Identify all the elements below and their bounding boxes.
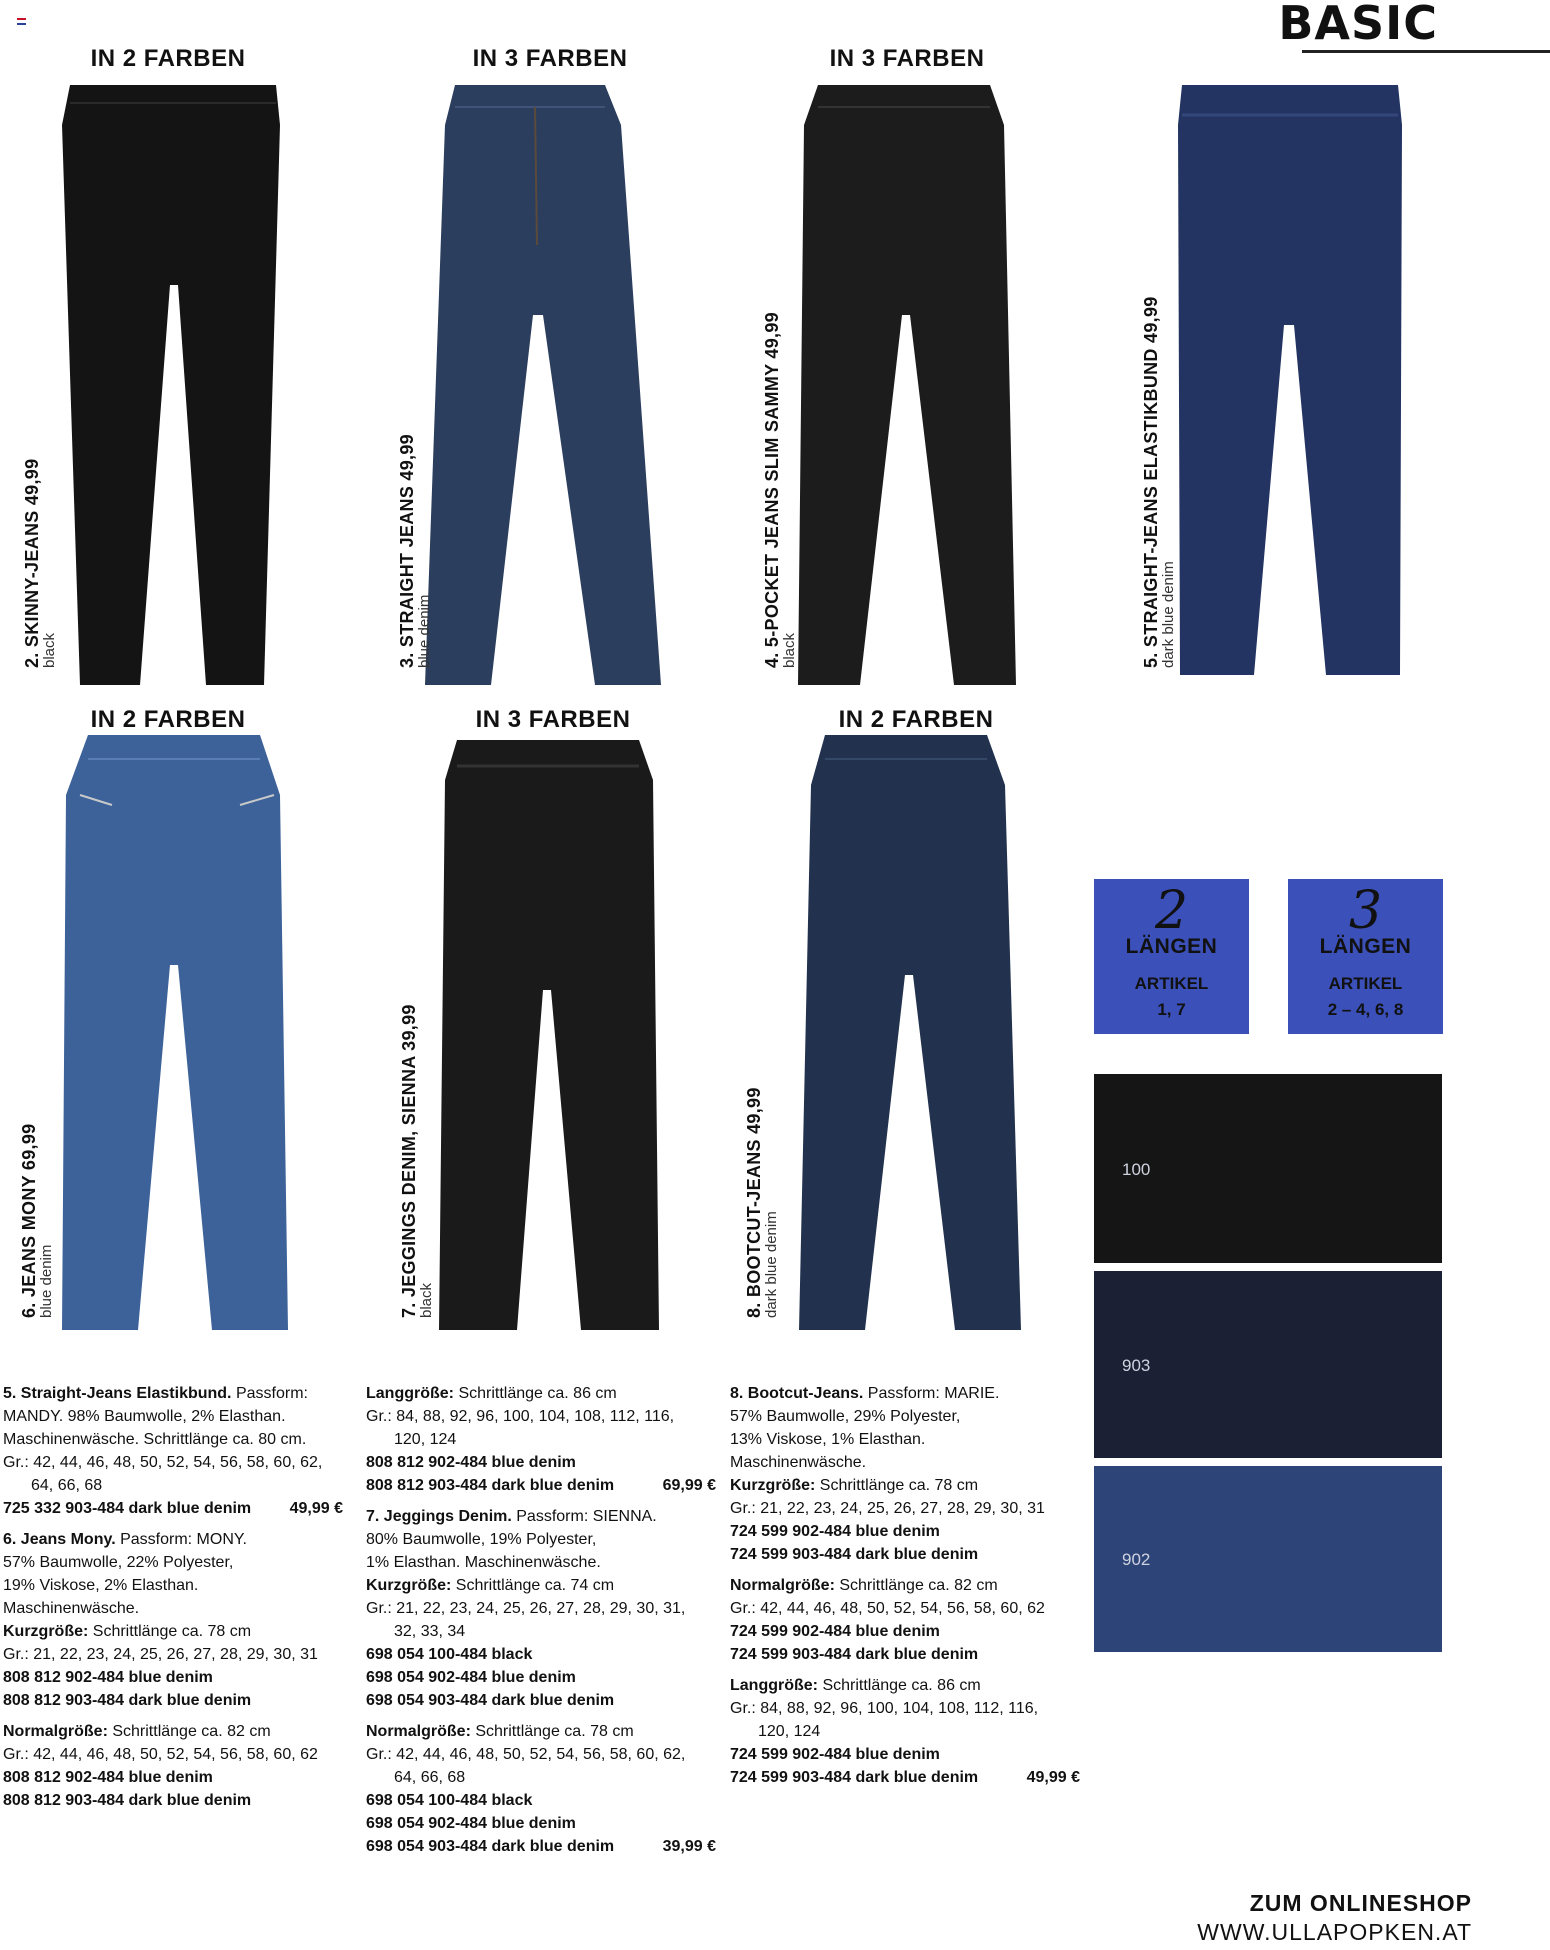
- desc-text: Schrittlänge ca. 82 cm: [107, 1723, 271, 1740]
- colors-label-p6: IN 2 FARBEN: [90, 706, 246, 733]
- colors-label-p2: IN 2 FARBEN: [90, 45, 246, 72]
- desc-line: 80% Baumwolle, 19% Polyester,: [366, 1531, 597, 1548]
- desc-text: Passform: SIENNA.: [511, 1508, 657, 1525]
- desc-line: MANDY. 98% Baumwolle, 2% Elasthan.: [3, 1408, 286, 1425]
- product-title: 4. 5-POCKET JEANS SLIM SAMMY 49,99: [762, 312, 782, 668]
- desc-line: 13% Viskose, 1% Elasthan.: [730, 1431, 926, 1448]
- product-image-bootcut-jeans[interactable]: [797, 735, 1022, 1330]
- desc-text: Schrittlänge ca. 82 cm: [834, 1577, 998, 1594]
- badge-artikel: [1094, 971, 1249, 1023]
- article-number: 698 054 903-484 dark blue denim: [366, 1838, 615, 1855]
- desc-line: Gr.: 42, 44, 46, 48, 50, 52, 54, 56, 58, 60, 62: [730, 1600, 1045, 1617]
- badge-laengen: LÄNGEN: [1125, 935, 1218, 958]
- desc-line: Gr.: 21, 22, 23, 24, 25, 26, 27, 28, 29, 30, 31,: [366, 1600, 686, 1617]
- product-color: black: [417, 1282, 435, 1318]
- desc-line: Gr.: 42, 44, 46, 48, 50, 52, 54, 56, 58, 60, 62,: [3, 1454, 323, 1471]
- article-price-row: [730, 1766, 1080, 1789]
- desc-line: 57% Baumwolle, 22% Polyester,: [3, 1554, 234, 1571]
- product-label-p8: [745, 1087, 780, 1318]
- badge-number: 3: [1348, 881, 1383, 941]
- product-label-p3: [398, 434, 433, 668]
- product-label-p2: [23, 459, 58, 668]
- product-color: black: [780, 632, 798, 668]
- swatch-code: 903: [1122, 1356, 1151, 1375]
- article-number: 808 812 902-484 blue denim: [3, 1769, 213, 1786]
- badge-artikel-label: ARTIKEL: [1328, 974, 1403, 993]
- desc-text: Schrittlänge ca. 86 cm: [454, 1385, 617, 1402]
- product-label-p4: [763, 312, 798, 668]
- section-title: BASIC: [1278, 0, 1438, 50]
- product-color: dark blue denim: [762, 1211, 780, 1318]
- color-swatch-903[interactable]: [1094, 1271, 1442, 1458]
- product-image-skinny-jeans[interactable]: [58, 85, 288, 685]
- product-label-p5: [1142, 296, 1177, 668]
- desc-text: Schrittlänge ca. 78 cm: [88, 1623, 252, 1640]
- desc-title: 7. Jeggings Denim.: [366, 1508, 512, 1525]
- article-number: 698 054 903-484 dark blue denim: [366, 1692, 615, 1709]
- article-number: 698 054 100-484 black: [366, 1646, 533, 1663]
- desc-title: 5. Straight-Jeans Elastikbund.: [3, 1385, 232, 1402]
- badge-artikel-items: 1, 7: [1157, 1000, 1186, 1019]
- product-image-5-pocket-jeans[interactable]: [790, 85, 1030, 685]
- article-number: 698 054 100-484 black: [366, 1792, 533, 1809]
- desc-text: Schrittlänge ca. 74 cm: [451, 1577, 615, 1594]
- article-price-row: [366, 1835, 716, 1858]
- section-title-underline: [1302, 50, 1550, 53]
- badge-artikel-label: ARTIKEL: [1134, 974, 1209, 993]
- desc-line: [366, 1574, 716, 1597]
- desc-line: [366, 1505, 716, 1528]
- article-number: 724 599 902-484 blue denim: [730, 1623, 940, 1640]
- article-number: 725 332 903-484 dark blue denim: [3, 1500, 252, 1517]
- badge-laengen: LÄNGEN: [1319, 935, 1412, 958]
- swatch-code: 100: [1122, 1160, 1151, 1179]
- desc-line: [366, 1720, 716, 1743]
- desc-line: [3, 1382, 343, 1405]
- desc-line: 32, 33, 34: [394, 1623, 466, 1640]
- product-image-jeggings-sienna[interactable]: [431, 740, 666, 1330]
- price: 39,99 €: [662, 1838, 716, 1855]
- article-number: 808 812 903-484 dark blue denim: [366, 1477, 615, 1494]
- price: 49,99 €: [289, 1500, 343, 1517]
- description-column-1: [3, 1382, 343, 1812]
- product-title: 5. STRAIGHT-JEANS ELASTIKBUND 49,99: [1141, 296, 1161, 668]
- desc-line: Gr.: 21, 22, 23, 24, 25, 26, 27, 28, 29, 30, 31: [3, 1646, 318, 1663]
- desc-text: Passform: MARIE.: [863, 1385, 1000, 1402]
- desc-line: [730, 1382, 1080, 1405]
- price: 69,99 €: [662, 1477, 716, 1494]
- product-color: black: [40, 632, 58, 668]
- desc-line: 19% Viskose, 2% Elasthan.: [3, 1577, 199, 1594]
- size-type: Kurzgröße:: [3, 1623, 89, 1640]
- description-column-2: [366, 1382, 716, 1858]
- badge-artikel: [1288, 971, 1443, 1023]
- desc-line: Maschinenwäsche.: [730, 1454, 867, 1471]
- article-number: 808 812 903-484 dark blue denim: [3, 1692, 252, 1709]
- product-title: 6. JEANS MONY 69,99: [19, 1123, 39, 1318]
- article-price-row: [3, 1497, 343, 1520]
- article-price-row: [366, 1474, 716, 1497]
- product-title: 2. SKINNY-JEANS 49,99: [22, 458, 42, 668]
- language-flag-icon: [17, 18, 26, 25]
- shop-url-link[interactable]: WWW.ULLAPOPKEN.AT: [1197, 1919, 1472, 1945]
- size-type: Normalgröße:: [3, 1723, 108, 1740]
- desc-text: Passform:: [231, 1385, 308, 1402]
- article-number: 724 599 903-484 dark blue denim: [730, 1646, 979, 1663]
- desc-line: 120, 124: [394, 1431, 457, 1448]
- desc-line: Gr.: 84, 88, 92, 96, 100, 104, 108, 112, 116,: [730, 1700, 1039, 1717]
- desc-line: [366, 1382, 716, 1405]
- size-type: Normalgröße:: [366, 1723, 471, 1740]
- desc-title: 6. Jeans Mony.: [3, 1531, 116, 1548]
- product-color: blue denim: [415, 594, 433, 668]
- badge-number: 2: [1154, 881, 1189, 941]
- article-number: 698 054 902-484 blue denim: [366, 1669, 576, 1686]
- article-number: 724 599 902-484 blue denim: [730, 1746, 940, 1763]
- article-number: 808 812 902-484 blue denim: [3, 1669, 213, 1686]
- colors-label-p8: IN 2 FARBEN: [838, 706, 994, 733]
- desc-line: [3, 1528, 343, 1551]
- colors-label-p7: IN 3 FARBEN: [475, 706, 631, 733]
- desc-text: Schrittlänge ca. 86 cm: [818, 1677, 981, 1694]
- color-swatch-100[interactable]: [1094, 1074, 1442, 1263]
- product-color: blue denim: [37, 1244, 55, 1318]
- product-title: 7. JEGGINGS DENIM, SIENNA 39,99: [399, 1004, 419, 1318]
- size-type: Kurzgröße:: [730, 1477, 816, 1494]
- desc-line: [3, 1720, 343, 1743]
- desc-text: Schrittlänge ca. 78 cm: [815, 1477, 979, 1494]
- desc-line: [730, 1474, 1080, 1497]
- desc-line: [730, 1574, 1080, 1597]
- size-type: Normalgröße:: [730, 1577, 835, 1594]
- article-number: 724 599 903-484 dark blue denim: [730, 1546, 979, 1563]
- product-label-p6: [20, 1124, 55, 1318]
- desc-text: Passform: MONY.: [115, 1531, 247, 1548]
- color-swatch-902[interactable]: [1094, 1466, 1442, 1652]
- desc-line: [730, 1674, 1080, 1697]
- desc-line: [3, 1620, 343, 1643]
- desc-line: Gr.: 42, 44, 46, 48, 50, 52, 54, 56, 58, 60, 62: [3, 1746, 318, 1763]
- length-badge-3: [1288, 879, 1443, 1034]
- desc-text: Schrittlänge ca. 78 cm: [470, 1723, 634, 1740]
- article-number: 808 812 903-484 dark blue denim: [3, 1792, 252, 1809]
- desc-line: Maschinenwäsche. Schrittlänge ca. 80 cm.: [3, 1431, 307, 1448]
- desc-line: Gr.: 21, 22, 23, 24, 25, 26, 27, 28, 29, 30, 31: [730, 1500, 1045, 1517]
- online-shop-link[interactable]: ZUM ONLINESHOP: [1249, 1890, 1472, 1916]
- product-title: 8. BOOTCUT-JEANS 49,99: [744, 1087, 764, 1318]
- article-number: 808 812 902-484 blue denim: [366, 1454, 576, 1471]
- colors-label-p4: IN 3 FARBEN: [829, 45, 985, 72]
- badge-artikel-items: 2 – 4, 6, 8: [1327, 1000, 1404, 1019]
- desc-line: 120, 124: [758, 1723, 821, 1740]
- size-type: Kurzgröße:: [366, 1577, 452, 1594]
- article-number: 724 599 902-484 blue denim: [730, 1523, 940, 1540]
- article-number: 698 054 902-484 blue denim: [366, 1815, 576, 1832]
- desc-line: Gr.: 84, 88, 92, 96, 100, 104, 108, 112, 116,: [366, 1408, 675, 1425]
- desc-line: Maschinenwäsche.: [3, 1600, 140, 1617]
- size-type: Langgröße:: [366, 1385, 454, 1402]
- desc-line: Gr.: 42, 44, 46, 48, 50, 52, 54, 56, 58, 60, 62,: [366, 1746, 686, 1763]
- product-image-straight-jeans[interactable]: [425, 85, 665, 685]
- product-image-jeans-mony[interactable]: [60, 735, 290, 1330]
- desc-line: 57% Baumwolle, 29% Polyester,: [730, 1408, 961, 1425]
- colors-label-p3: IN 3 FARBEN: [472, 45, 628, 72]
- product-label-p7: [400, 1004, 435, 1318]
- swatch-code: 902: [1122, 1550, 1151, 1569]
- price: 49,99 €: [1026, 1769, 1080, 1786]
- product-color: dark blue denim: [1159, 561, 1177, 668]
- article-number: 724 599 903-484 dark blue denim: [730, 1769, 979, 1786]
- desc-line: 64, 66, 68: [31, 1477, 103, 1494]
- length-badge-2: [1094, 879, 1249, 1034]
- description-column-3: [730, 1382, 1080, 1789]
- desc-line: 64, 66, 68: [394, 1769, 466, 1786]
- product-image-straight-jeans-elastikbund[interactable]: [1176, 85, 1406, 675]
- product-title: 3. STRAIGHT JEANS 49,99: [397, 434, 417, 668]
- desc-title: 8. Bootcut-Jeans.: [730, 1385, 864, 1402]
- desc-line: 1% Elasthan. Maschinenwäsche.: [366, 1554, 601, 1571]
- size-type: Langgröße:: [730, 1677, 818, 1694]
